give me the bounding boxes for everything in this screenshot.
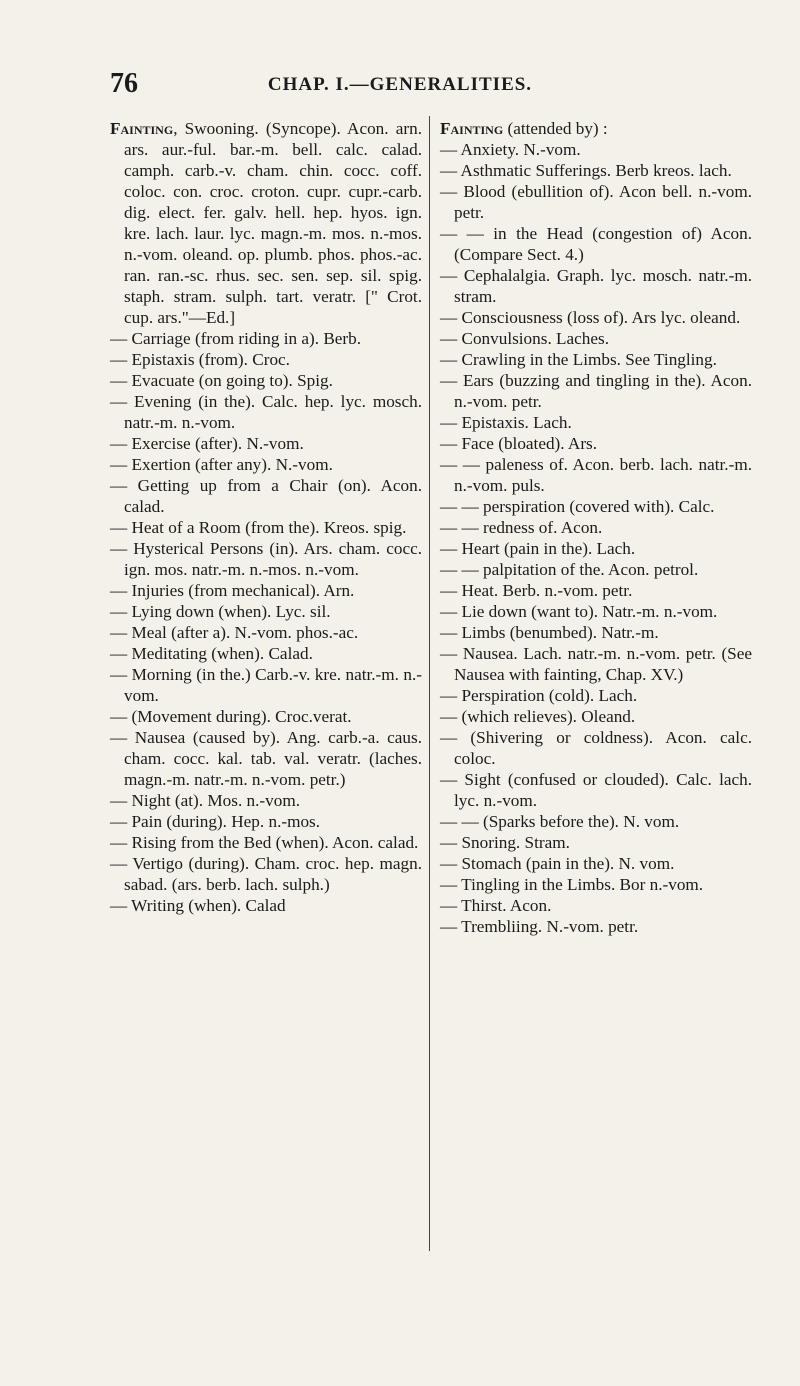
entry-text: — — perspiration (covered with). Calc.: [440, 497, 715, 516]
index-entry: [440, 517, 752, 538]
entry-text: — Getting up from a Chair (on). Acon. calad.: [110, 476, 422, 516]
entry-text: — Anxiety. N.-vom.: [440, 140, 581, 159]
entry-text: — Crawling in the Limbs. See Tingling.: [440, 350, 717, 369]
index-entry: [440, 874, 752, 895]
entry-text: , Swooning. (Syncope). Acon. arn. ars. aur.-ful. bar.-m. bell. calc. calad. camph. carb.-v. cham. chin. cocc. coff. coloc. con. croc. croton. cupr. cupr.-carb. dig. elect. fer. galv. hell. hep. hyos. ign. kre. lach. laur. lyc. magn.-m. mos. n.-mos. n.-vom. oleand. op. plumb. phos. phos.-ac. ran. ran.-sc. rhus. sec. sen. sep. sil. spig. staph. stram. sulph. tart. veratr. [" Crot. cup. ars."—Ed.]: [124, 119, 422, 327]
entry-text: — Face (bloated). Ars.: [440, 434, 598, 453]
entry-text: — (which relieves). Oleand.: [440, 707, 636, 726]
entry-text: — Meditating (when). Calad.: [110, 644, 313, 663]
entry-text: — Rising from the Bed (when). Acon. calad.: [110, 833, 419, 852]
entry-text: — Morning (in the.) Carb.-v. kre. natr.-m. n.-vom.: [110, 665, 422, 705]
entry-text: — Evacuate (on going to). Spig.: [110, 371, 333, 390]
index-entry: [440, 685, 752, 706]
page-number: 76: [110, 68, 138, 99]
index-entry: [440, 223, 752, 265]
entry-text: — Vertigo (during). Cham. croc. hep. magn. sabad. (ars. berb. lach. sulph.): [110, 854, 422, 894]
entry-heading: Fainting: [110, 119, 174, 138]
entry-text: — — palpitation of the. Acon. petrol.: [440, 560, 699, 579]
entry-text: — Ears (buzzing and tingling in the). Acon. n.-vom. petr.: [440, 371, 752, 411]
index-entry: [440, 328, 752, 349]
entry-text: — Lie down (want to). Natr.-m. n.-vom.: [440, 602, 718, 621]
index-entry: [440, 454, 752, 496]
entry-text: — Trembliing. N.-vom. petr.: [440, 917, 639, 936]
index-entry: [440, 370, 752, 412]
index-entry: [440, 538, 752, 559]
index-entry: [110, 454, 422, 475]
index-entry: [110, 664, 422, 706]
index-entry: [440, 412, 752, 433]
index-entry: [440, 160, 752, 181]
entry-text: — Heat of a Room (from the). Kreos. spig.: [110, 518, 407, 537]
entry-text: — Lying down (when). Lyc. sil.: [110, 602, 331, 621]
entry-text: — Thirst. Acon.: [440, 896, 552, 915]
index-entry: [440, 433, 752, 454]
entry-text: — Nausea. Lach. natr.-m. n.-vom. petr. (See Nausea with fainting, Chap. XV.): [440, 644, 752, 684]
index-entry: [440, 349, 752, 370]
index-entry: [440, 832, 752, 853]
entry-text: — Nausea (caused by). Ang. carb.-a. caus. cham. cocc. kal. tab. val. veratr. (laches. magn.-m. natr.-m. n.-vom. petr.): [110, 728, 422, 789]
index-entry: [440, 706, 752, 727]
index-entry: [110, 853, 422, 895]
index-entry: [110, 727, 422, 790]
entry-text: — Evening (in the). Calc. hep. lyc. mosch. natr.-m. n.-vom.: [110, 392, 422, 432]
index-entry: [110, 706, 422, 727]
index-entry: [440, 559, 752, 580]
entry-text: — — redness of. Acon.: [440, 518, 603, 537]
entry-text: — Epistaxis. Lach.: [440, 413, 572, 432]
index-entry: [110, 433, 422, 454]
column-divider: [429, 116, 430, 1251]
index-entry: [440, 580, 752, 601]
entry-text: — — in the Head (congestion of) Acon. (Compare Sect. 4.): [440, 224, 752, 264]
entry-text: — Pain (during). Hep. n.-mos.: [110, 812, 321, 831]
index-entry: [440, 916, 752, 937]
entry-text: — Blood (ebullition of). Acon bell. n.-vom. petr.: [440, 182, 752, 222]
index-entry: [110, 349, 422, 370]
entry-text: — — paleness of. Acon. berb. lach. natr.-m. n.-vom. puls.: [440, 455, 752, 495]
index-entry: [440, 118, 752, 139]
entry-text: — (Shivering or coldness). Acon. calc. coloc.: [440, 728, 752, 768]
entry-text: — Carriage (from riding in a). Berb.: [110, 329, 362, 348]
entry-text: — Perspiration (cold). Lach.: [440, 686, 638, 705]
entry-text: — Stomach (pain in the). N. vom.: [440, 854, 675, 873]
entry-text: — Injuries (from mechanical). Arn.: [110, 581, 355, 600]
entry-text: — Consciousness (loss of). Ars lyc. oleand.: [440, 308, 741, 327]
index-entry: [110, 475, 422, 517]
right-column: [440, 118, 752, 937]
index-entry: [110, 538, 422, 580]
index-entry: [110, 643, 422, 664]
index-entry: [110, 580, 422, 601]
index-entry: [440, 139, 752, 160]
entry-text: — Heart (pain in the). Lach.: [440, 539, 636, 558]
entry-text: — Tingling in the Limbs. Bor n.-vom.: [440, 875, 704, 894]
index-entry: [440, 181, 752, 223]
index-entry: [440, 496, 752, 517]
entry-text: — Snoring. Stram.: [440, 833, 570, 852]
entry-text: — (Movement during). Croc.verat.: [110, 707, 352, 726]
index-entry: [110, 517, 422, 538]
index-entry: [440, 622, 752, 643]
running-title: CHAP. I.—GENERALITIES.: [267, 74, 533, 95]
index-entry: [110, 895, 422, 916]
index-entry: [110, 832, 422, 853]
index-entry: [110, 622, 422, 643]
entry-text: — Writing (when). Calad: [110, 896, 286, 915]
entry-text: — Asthmatic Sufferings. Berb kreos. lach.: [440, 161, 732, 180]
entry-text: — Limbs (benumbed). Natr.-m.: [440, 623, 659, 642]
entry-text: — Convulsions. Laches.: [440, 329, 609, 348]
index-entry: [440, 727, 752, 769]
index-entry: [440, 769, 752, 811]
index-entry: [110, 391, 422, 433]
index-entry: [110, 790, 422, 811]
index-entry: [440, 811, 752, 832]
left-column: [110, 118, 422, 916]
index-entry: [440, 853, 752, 874]
entry-text: — Heat. Berb. n.-vom. petr.: [440, 581, 633, 600]
page-header: [0, 68, 800, 99]
index-entry: [440, 895, 752, 916]
entry-text: — Exertion (after any). N.-vom.: [110, 455, 333, 474]
entry-text: — Sight (confused or clouded). Calc. lach. lyc. n.-vom.: [440, 770, 752, 810]
index-entry: [440, 643, 752, 685]
entry-text: — Hysterical Persons (in). Ars. cham. cocc. ign. mos. natr.-m. n.-mos. n.-vom.: [110, 539, 422, 579]
entry-heading: Fainting: [440, 119, 504, 138]
entry-text: — Meal (after a). N.-vom. phos.-ac.: [110, 623, 359, 642]
index-entry: [440, 307, 752, 328]
index-entry: [110, 118, 422, 328]
entry-text: — Night (at). Mos. n.-vom.: [110, 791, 301, 810]
index-entry: [110, 328, 422, 349]
index-entry: [440, 265, 752, 307]
entry-text: — Epistaxis (from). Croc.: [110, 350, 290, 369]
index-entry: [110, 811, 422, 832]
entry-text: — — (Sparks before the). N. vom.: [440, 812, 680, 831]
index-entry: [440, 601, 752, 622]
index-entry: [110, 370, 422, 391]
entry-text: (attended by) :: [503, 119, 608, 138]
entry-text: — Exercise (after). N.-vom.: [110, 434, 304, 453]
index-entry: [110, 601, 422, 622]
entry-text: — Cephalalgia. Graph. lyc. mosch. natr.-m. stram.: [440, 266, 752, 306]
